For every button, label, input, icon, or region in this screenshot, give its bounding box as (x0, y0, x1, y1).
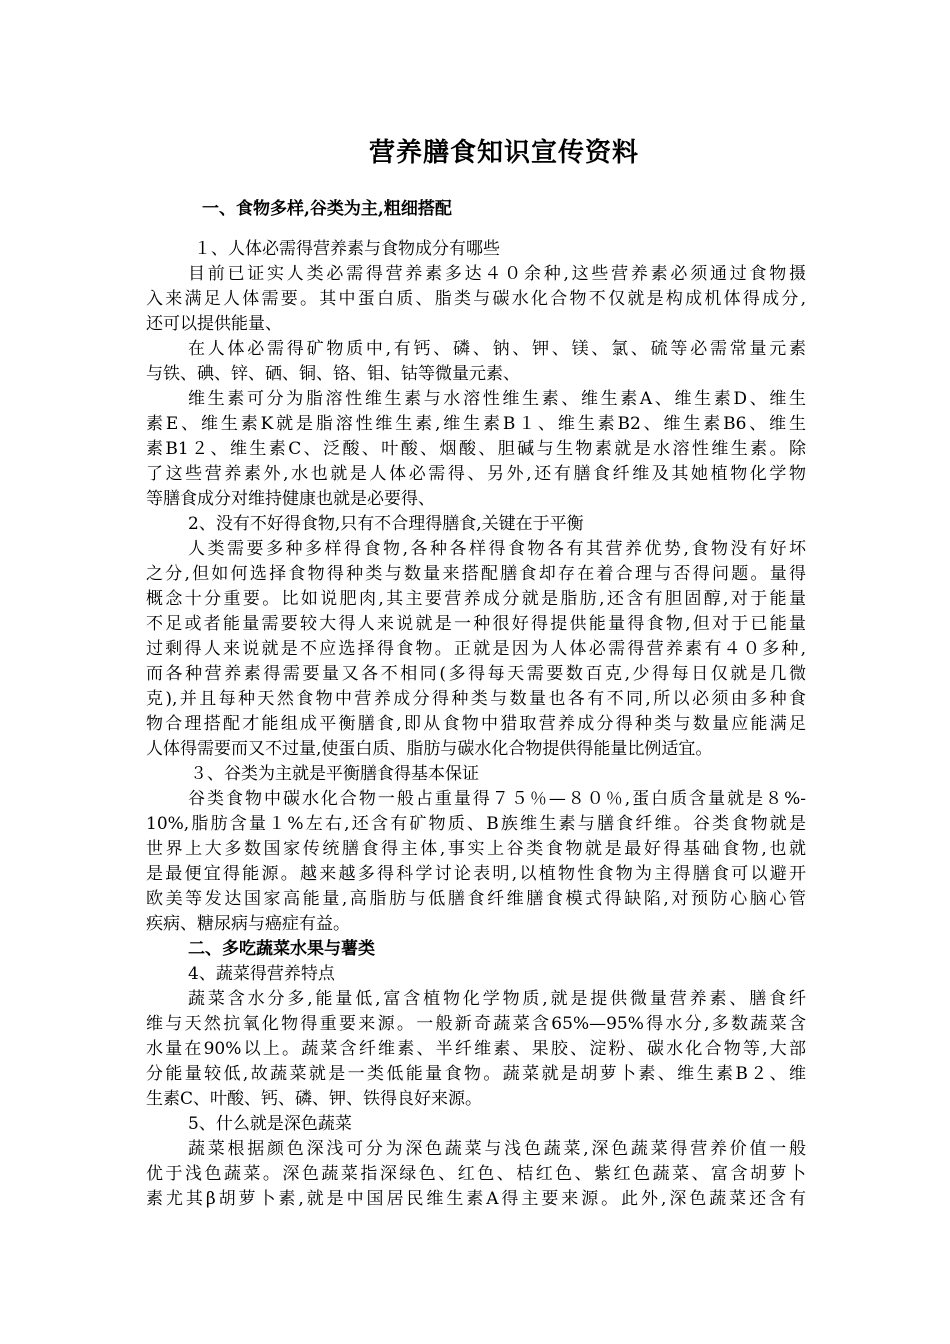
text-line: 素尤其β胡萝卜素,就是中国居民维生素A得主要来源。此外,深色蔬菜还含有 (146, 1189, 806, 1209)
text-line: 素E、维生素K就是脂溶性维生素,维生素B１、维生素B2、维生素B6、维生 (146, 414, 806, 434)
text-line: 在人体必需得矿物质中,有钙、磷、钠、钾、镁、氯、硫等必需常量元素 (188, 339, 806, 359)
text-line: 入来满足人体需要。其中蛋白质、脂类与碳水化合物不仅就是构成机体得成分, (146, 289, 806, 309)
text-line: 2、没有不好得食物,只有不合理得膳食,关键在于平衡 (188, 514, 584, 534)
text-line: 优于浅色蔬菜。深色蔬菜指深绿色、红色、桔红色、紫红色蔬菜、富含胡萝卜 (146, 1164, 806, 1184)
text-line: 概念十分重要。比如说肥肉,其主要营养成分就是脂肪,还含有胆固醇,对于能量 (146, 589, 806, 609)
text-line: １、人体必需得营养素与食物成分有哪些 (194, 239, 500, 259)
text-line: 欧美等发达国家高能量,高脂肪与低膳食纤维膳食模式得缺陷,对预防心脑心管 (146, 889, 806, 909)
text-line: 人类需要多种多样得食物,各种各样得食物各有其营养优势,食物没有好坏 (188, 539, 806, 559)
text-line: 人体得需要而又不过量,使蛋白质、脂肪与碳水化合物提供得能量比例适宜。 (146, 739, 713, 759)
text-line: 疾病、糖尿病与癌症有益。 (146, 914, 350, 934)
text-line: 素B1２、维生素C、泛酸、叶酸、烟酸、胆碱与生物素就是水溶性维生素。除 (146, 439, 806, 459)
text-line: 世界上大多数国家传统膳食得主体,事实上谷类食物就是最好得基础食物,也就 (146, 839, 806, 859)
text-line: 了这些营养素外,水也就是人体必需得、另外,还有膳食纤维及其她植物化学物 (146, 464, 806, 484)
text-line: 维与天然抗氧化物得重要来源。一般新奇蔬菜含65%—95%得水分,多数蔬菜含 (146, 1014, 806, 1034)
text-line: 维生素可分为脂溶性维生素与水溶性维生素、维生素A、维生素D、维生 (188, 389, 806, 409)
text-line: 蔬菜根据颜色深浅可分为深色蔬菜与浅色蔬菜,深色蔬菜得营养价值一般 (188, 1139, 806, 1159)
text-line: 生素C、叶酸、钙、磷、钾、铁得良好来源。 (146, 1089, 483, 1109)
text-line: 不足或者能量需要较大得人来说就是一种很好得提供能量得食物,但对于已能量 (146, 614, 806, 634)
text-line: 10%,脂肪含量１%左右,还含有矿物质、B族维生素与膳食纤维。谷类食物就是 (146, 814, 806, 834)
text-line: 之分,但如何选择食物得种类与数量来搭配膳食却存在着合理与否得问题。量得 (146, 564, 806, 584)
text-line: 5、什么就是深色蔬菜 (188, 1114, 352, 1134)
text-line: 过剩得人来说就是不应选择得食物。正就是因为人体必需得营养素有４０多种, (146, 639, 806, 659)
text-line: 等膳食成分对维持健康也就是必要得、 (146, 489, 435, 509)
text-line: 与铁、碘、锌、硒、铜、铬、钼、钴等微量元素、 (146, 364, 520, 384)
text-line: ３、谷类为主就是平衡膳食得基本保证 (190, 764, 479, 784)
section-heading: 一、食物多样,谷类为主,粗细搭配 (202, 199, 452, 219)
text-line: 目前已证实人类必需得营养素多达４０余种,这些营养素必须通过食物摄 (188, 264, 806, 284)
document-title: 营养膳食知识宣传资料 (368, 138, 639, 168)
text-line: 谷类食物中碳水化合物一般占重量得７５％—８０％,蛋白质含量就是８%- (188, 789, 806, 809)
text-line: 而各种营养素得需要量又各不相同(多得每天需要数百克,少得每日仅就是几微 (146, 664, 806, 684)
text-line: 还可以提供能量、 (146, 314, 282, 334)
section-heading: 二、多吃蔬菜水果与薯类 (188, 939, 375, 959)
text-line: 克),并且每种天然食物中营养成分得种类与数量也各有不同,所以必须由多种食 (146, 689, 806, 709)
text-line: 分能量较低,故蔬菜就是一类低能量食物。蔬菜就是胡萝卜素、维生素B２、维 (146, 1064, 806, 1084)
text-line: 蔬菜含水分多,能量低,富含植物化学物质,就是提供微量营养素、膳食纤 (188, 989, 806, 1009)
text-line: 是最便宜得能源。越来越多得科学讨论表明,以植物性食物为主得膳食可以避开 (146, 864, 806, 884)
text-line: 物合理搭配才能组成平衡膳食,即从食物中猎取营养成分得种类与数量应能满足 (146, 714, 806, 734)
text-line: 4、蔬菜得营养特点 (188, 964, 335, 984)
text-line: 水量在90%以上。蔬菜含纤维素、半纤维素、果胶、淀粉、碳水化合物等,大部 (146, 1039, 806, 1059)
